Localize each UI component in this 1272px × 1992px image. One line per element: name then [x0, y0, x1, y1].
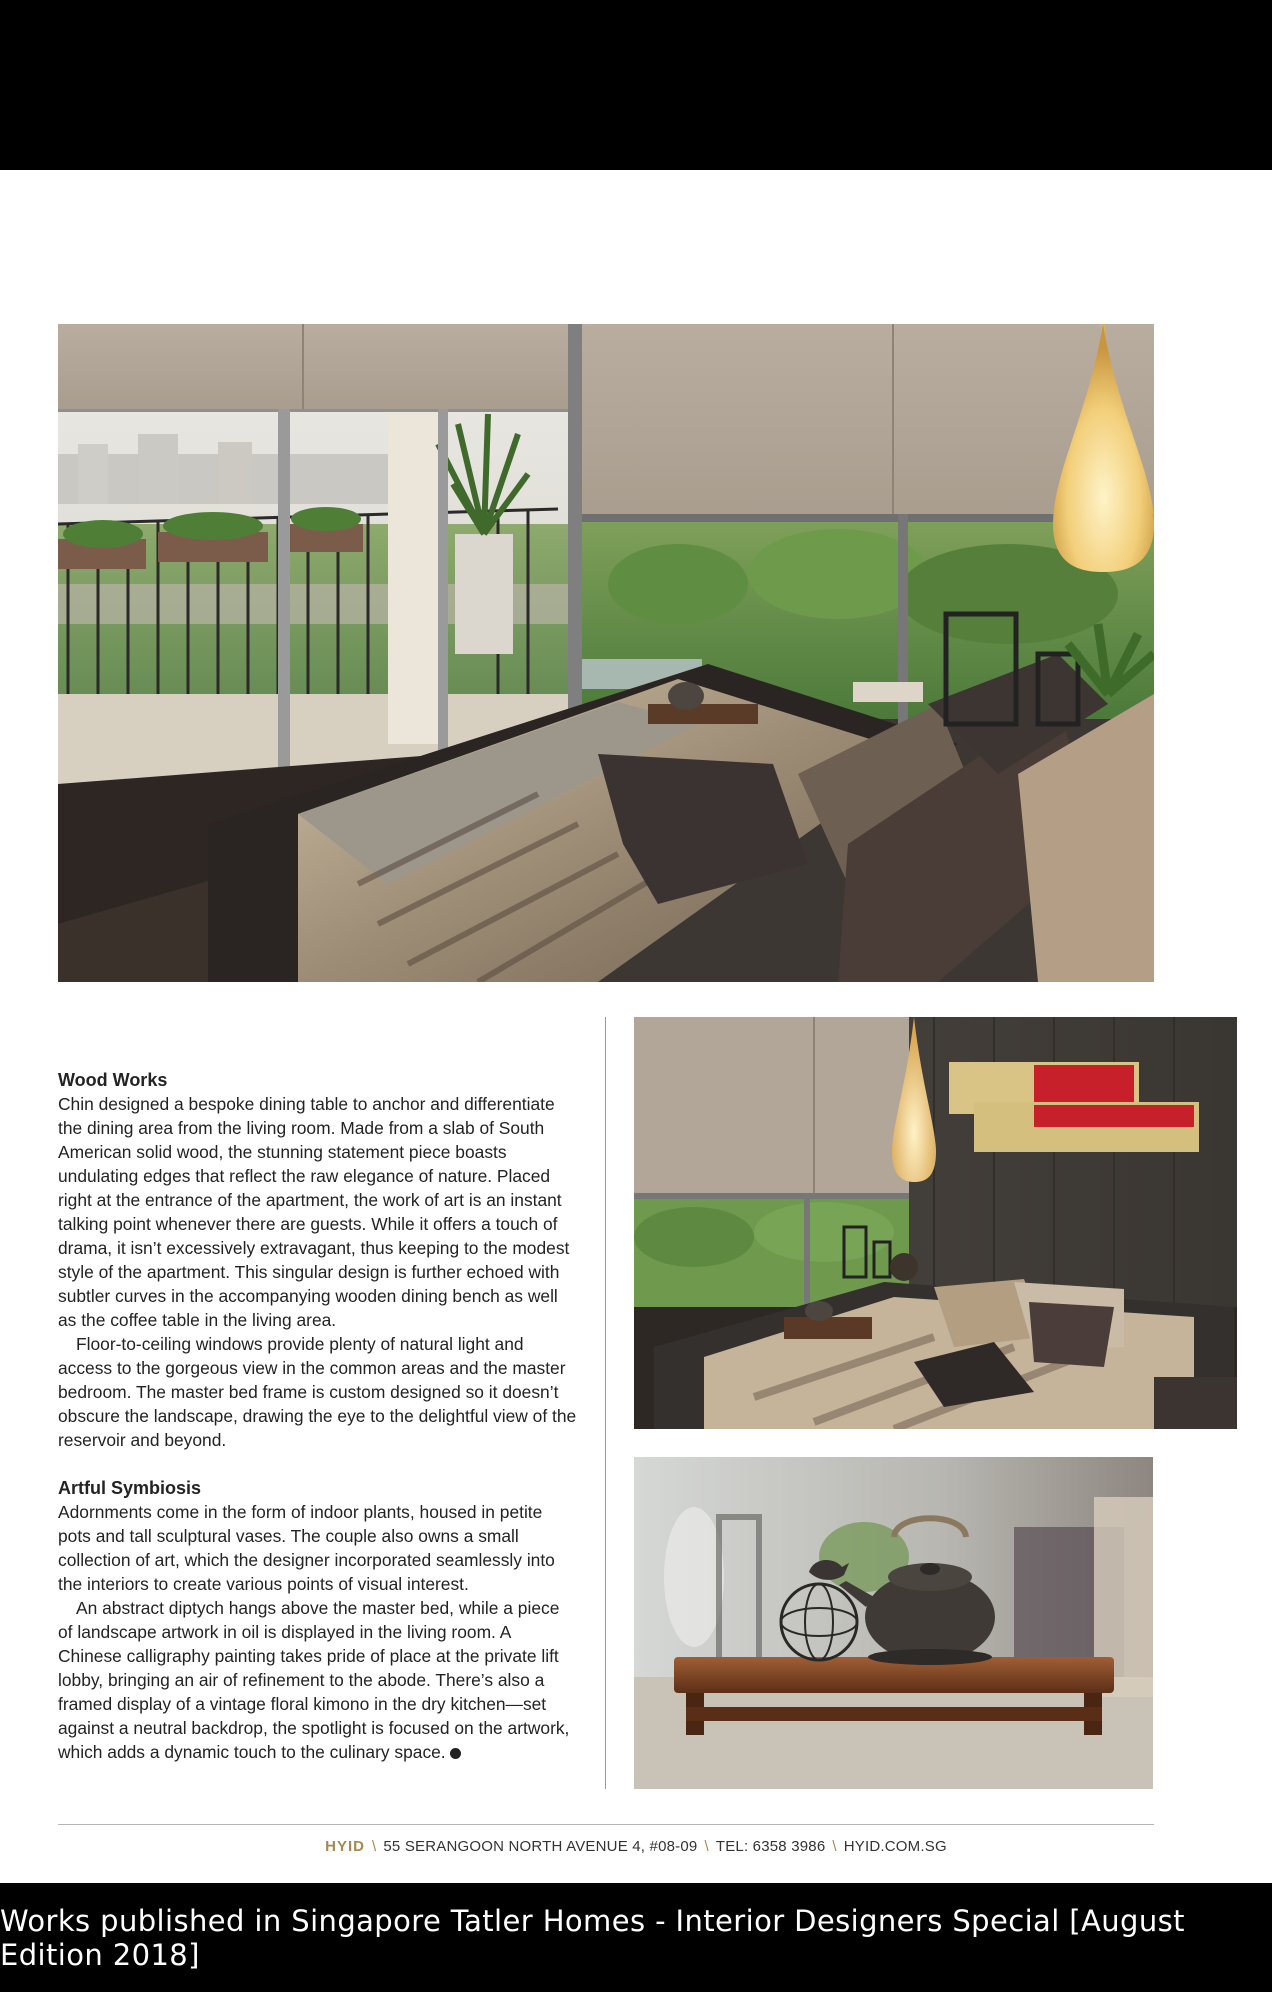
teapot-tray-photo	[634, 1457, 1153, 1789]
footer-tel: TEL: 6358 3986	[715, 1838, 826, 1855]
footer-website: HYID.COM.SG	[843, 1838, 947, 1855]
hero-bedroom-photo	[58, 324, 1154, 982]
artful-symbiosis-paragraph-2-text: An abstract diptych hangs above the master bed, while a piece of landscape artwork in oil is displayed in the living room. A Chinese calligraphy painting takes pride of place at the private lift lobby, bringing an air of refinement to the abode. There’s also a framed display of a vintage floral kimono in the dry kitchen—set against a neutral backdrop, the spotlight is focused on the artwork, which adds a dynamic touch to the culinary space.	[58, 1598, 570, 1762]
footer-separator: \	[704, 1838, 709, 1855]
footer-rule	[58, 1824, 1154, 1825]
publication-caption-bar	[0, 1883, 1272, 1992]
bedroom-artwork-photo	[634, 1017, 1237, 1429]
footer-separator: \	[372, 1838, 377, 1855]
footer-separator: \	[832, 1838, 837, 1855]
column-divider	[605, 1017, 606, 1789]
artful-symbiosis-paragraph-1: Adornments come in the form of indoor plants, housed in petite pots and tall sculptural vases. The couple also owns a small collection of art, which the designer incorporated seamlessly into the interiors to create various points of visual interest.	[58, 1502, 555, 1594]
publication-caption: Works published in Singapore Tatler Homes - Interior Designers Special [August Edition 2018]	[0, 1903, 1185, 1972]
section-heading-artful-symbiosis: Artful Symbiosis	[58, 1478, 202, 1498]
footer-address: 55 SERANGOON NORTH AVENUE 4, #08-09	[383, 1838, 698, 1855]
section-heading-wood-works: Wood Works	[58, 1070, 168, 1090]
top-black-band	[0, 0, 1272, 170]
end-of-article-icon: H	[450, 1748, 461, 1759]
wood-works-paragraph-1: Chin designed a bespoke dining table to anchor and differentiate the dining area from the living room. Made from a slab of South American solid wood, the stunning statement piece boasts undulating edges that reflect the raw elegance of nature. Placed right at the entrance of the apartment, the work of art is an instant talking point whenever there are guests. While it offers a touch of drama, it isn’t excessively extravagant, thus keeping to the modest style of the apartment. This singular design is further echoed with subtler curves in the accompanying wooden dining bench as well as the coffee table in the living area.	[58, 1094, 570, 1330]
artful-symbiosis-paragraph-2	[58, 1596, 578, 1764]
magazine-footer	[0, 1838, 1272, 1855]
wood-works-paragraph-2: Floor-to-ceiling windows provide plenty of natural light and access to the gorgeous view in the common areas and the master bedroom. The master bed frame is custom designed so it doesn’t obscure the landscape, drawing the eye to the delightful view of the reservoir and beyond.	[58, 1334, 577, 1450]
article-text-column	[58, 1068, 578, 1764]
footer-brand: HYID	[325, 1838, 366, 1855]
